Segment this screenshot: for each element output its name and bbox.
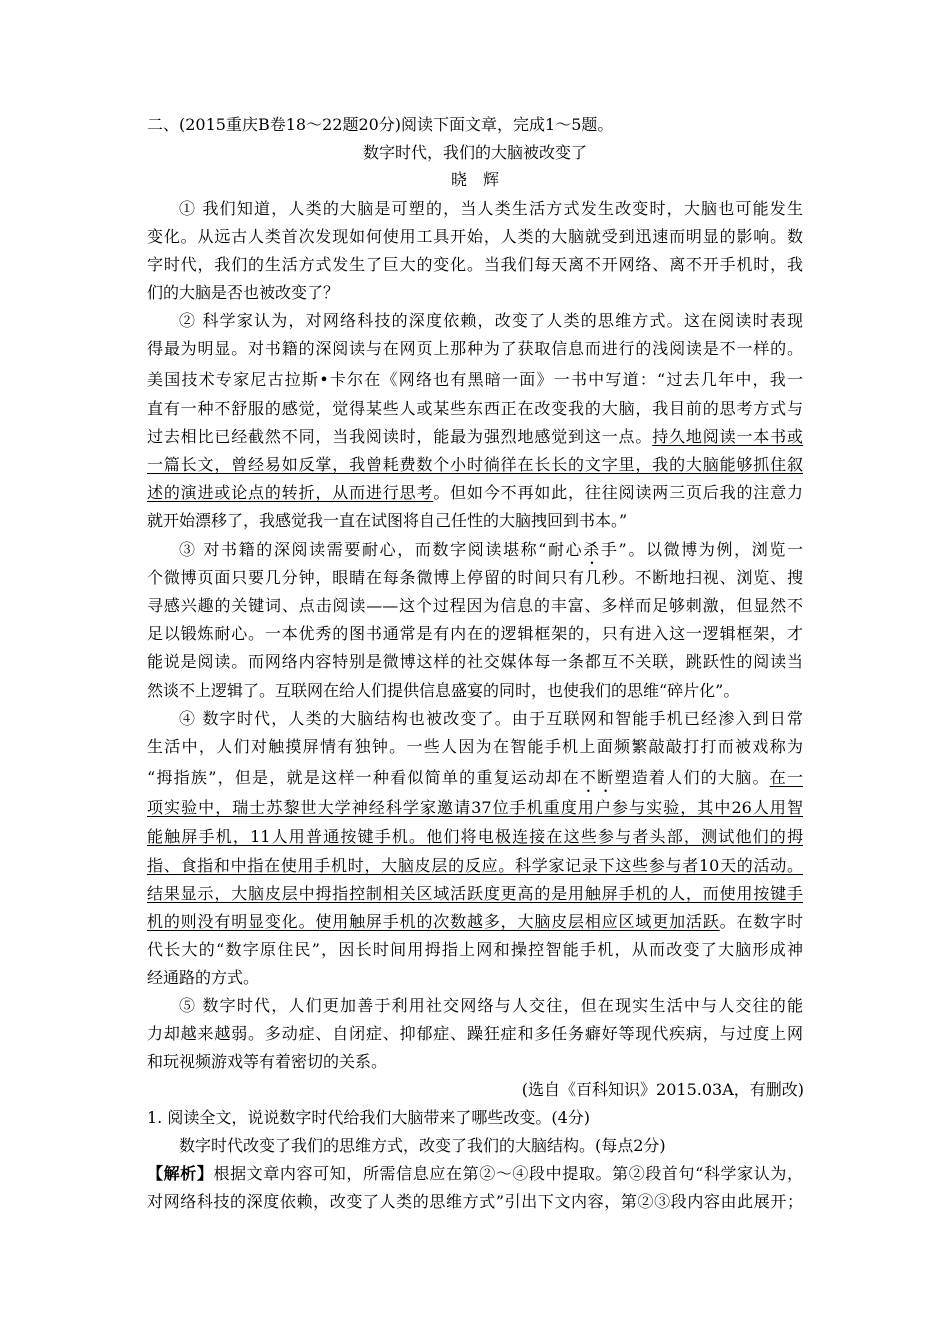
underlined-text: 项实验中，瑞士苏黎世大学神经科学家邀请37位手机重度用户参与实验，其中26人用智 [147,798,803,817]
paragraph-4-line: 代长大的“数字原住民”，因长时间用拇指上网和操控智能手机，从而改变了大脑形成神 [147,940,803,959]
paragraph-2-line: 美国技术专家尼古拉斯•卡尔在《网络也有黑暗一面》一书中写道：“过去几年中，我一 [147,370,803,389]
paragraph-2-line: 述的演进或论点的转折，从而进行思考。但如今不再如此，往往阅读两三页后我的注意力 [147,483,803,502]
paragraph-1-line: 变化。从远古人类首次发现如何使用工具开始，人类的大脑就受到迅速而明显的影响。数 [147,227,803,246]
paragraph-1-line: ① 我们知道，人类的大脑是可塑的，当人类生活方式发生改变时，大脑也可能发生 [179,199,803,218]
analysis-line: 对网络科技的深度依赖，改变了人类的思维方式”引出下文内容，第②③段内容由此展开； [147,1192,803,1211]
paragraph-3-line: 寻感兴趣的关键词、点击阅读——这个过程因为信息的丰富、多样而足够刺激，但显然不 [147,596,803,615]
underlined-text: 持久地阅读一本书或 [652,427,803,446]
paragraph-2-line: 直有一种不舒服的感觉，觉得某些人或某些东西正在改变我的大脑，我目前的思考方式与 [147,399,803,418]
underlined-text: 能触屏手机，11人用普通按键手机。他们将电极连接在这些参与者头部，测试他们的拇 [147,827,803,846]
underlined-text: 机的则没有明显变化。使用触屏手机的次数越多，大脑皮层相应区域更加活跃 [147,912,720,931]
emphasis-dot-text: 不断 [579,768,615,787]
paragraph-2-line: 得最为明显。对书籍的深阅读与在网页上那种为了获取信息而进行的浅阅读是不一样的。 [147,339,803,358]
paragraph-2-line: 过去相比已经截然不同，当我阅读时，能最为强烈地感觉到这一点。持久地阅读一本书或 [147,427,803,446]
article-title: 数字时代，我们的大脑被改变了 [362,143,587,162]
source-citation: (选自《百科知识》2015.03A，有删改) [521,1080,804,1099]
underlined-text: 在一 [769,768,803,787]
emphasis-dot-text: 杀 [583,540,601,559]
paragraph-5-line: ⑤ 数字时代，人们更加善于利用社交网络与人交往，但在现实生活中与人交往的能 [179,996,803,1015]
paragraph-5-line: 和玩视频游戏等有着密切的关系。 [147,1052,388,1071]
paragraph-3-line: 能说是阅读。而网络内容特别是微博这样的社交媒体每一条都互不关联，跳跃性的阅读当 [147,652,803,671]
paragraph-4-line: 机的则没有明显变化。使用触屏手机的次数越多，大脑皮层相应区域更加活跃。在数字时 [147,912,803,931]
paragraph-2-line: 就开始漂移了，我感觉我一直在试图将自己任性的大脑拽回到书本。” [147,511,628,530]
paragraph-3-line: ③ 对书籍的深阅读需要耐心，而数字阅读堪称“耐心杀手”。以微博为例，浏览一 [179,540,803,559]
paragraph-3-line: 个微博页面只要几分钟，眼睛在每条微博上停留的时间只有几秒。不断地扫视、浏览、搜 [147,568,803,587]
paragraph-2-line: ② 科学家认为，对网络科技的深度依赖，改变了人类的思维方式。这在阅读时表现 [179,311,803,330]
paragraph-3-line: 然谈不上逻辑了。互联网在给人们提供信息盛宴的同时，也使我们的思维“碎片化”。 [147,681,740,700]
underlined-text: 一篇长文，曾经易如反掌，我曾耗费数个小时徜徉在长长的文字里，我的大脑能够抓住叙 [147,455,803,474]
paragraph-4-line: 经通路的方式。 [147,968,260,987]
article-author: 晓 辉 [450,170,499,189]
question-1: 1. 阅读全文，说说数字时代给我们大脑带来了哪些改变。(4分) [147,1108,591,1127]
paragraph-1-line: 字时代，我们的生活方式发生了巨大的变化。当我们每天离不开网络、离不开手机时，我 [147,255,803,274]
section-header: 二、(2015重庆B卷18～22题20分)阅读下面文章，完成1～5题。 [147,115,614,134]
paragraph-4-line: “拇指族”，但是，就是这样一种看似简单的重复运动却在不断塑造着人们的大脑。在一 [147,768,803,787]
paragraph-4-line: ④ 数字时代，人类的大脑结构也被改变了。由于互联网和智能手机已经渗入到日常 [179,709,803,728]
paragraph-1-line: 们的大脑是否也被改变了？ [147,283,340,302]
paragraph-3-line: 足以锻炼耐心。一本优秀的图书通常是有内在的逻辑框架的，只有进入这一逻辑框架，才 [147,624,803,643]
underlined-text: 指、食指和中指在使用手机时，大脑皮层的反应。科学家记录下这些参与者10天的活动。 [147,856,803,875]
underlined-text: 述的演进或论点的转折，从而进行思考 [147,483,434,502]
paragraph-4-line: 生活中，人们对触摸屏情有独钟。一些人因为在智能手机上面频繁敲敲打打而被戏称为 [147,737,803,756]
answer-1: 数字时代改变了我们的思维方式，改变了我们的大脑结构。(每点2分) [179,1136,666,1155]
analysis-line: 【解析】根据文章内容可知，所需信息应在第②～④段中提取。第②段首句“科学家认为， [147,1164,803,1183]
paragraph-5-line: 力却越来越弱。多动症、自闭症、抑郁症、躁狂症和多任务癖好等现代疾病，与过度上网 [147,1024,803,1043]
analysis-tag: 【解析】 [147,1164,214,1183]
underlined-text: 结果显示，大脑皮层中拇指控制相关区域活跃度更高的是用触屏手机的人，而使用按键手 [147,884,803,903]
